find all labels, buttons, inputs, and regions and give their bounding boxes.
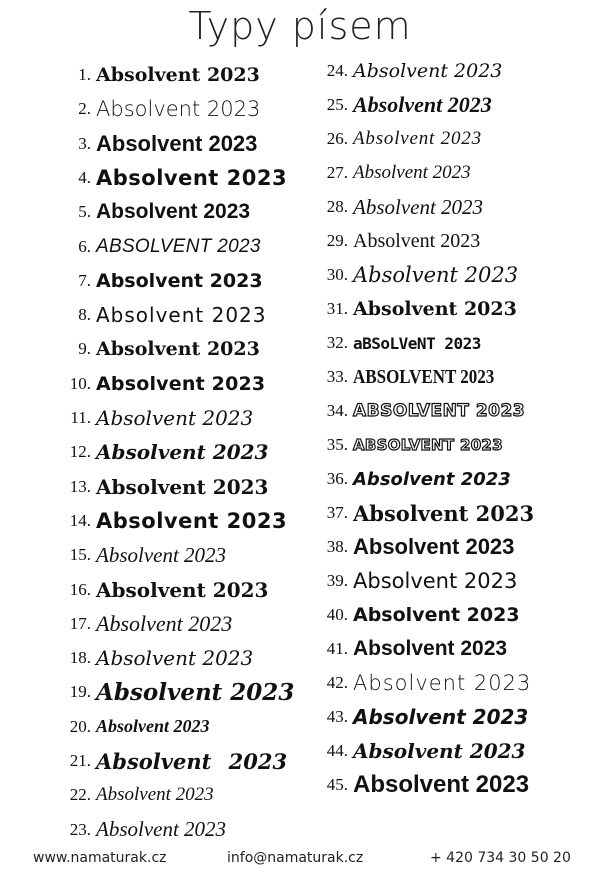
font-sample-row bbox=[0, 264, 263, 298]
font-sample-text: Absolvent 2023 bbox=[96, 440, 269, 465]
font-sample-row bbox=[300, 156, 471, 190]
font-number: 11. bbox=[70, 408, 91, 427]
font-sample-row bbox=[300, 564, 517, 598]
font-sample-row bbox=[300, 190, 483, 224]
font-number: 28. bbox=[326, 197, 348, 216]
font-sample-text: Absolvent 2023 bbox=[96, 678, 295, 706]
font-sample-row bbox=[0, 195, 250, 229]
font-number: 9. bbox=[78, 339, 91, 359]
font-sample-row bbox=[300, 598, 520, 632]
font-sample-row bbox=[0, 813, 226, 847]
font-number: 39. bbox=[326, 571, 348, 590]
font-sample-text: ABSOLVENT 2023 bbox=[353, 401, 526, 421]
font-sample-text: Absolvent 2023 bbox=[96, 474, 269, 499]
font-sample-row bbox=[300, 768, 529, 802]
font-sample-text: Absolvent 2023 bbox=[96, 646, 254, 671]
font-sample-text: Absolvent 2023 bbox=[353, 604, 520, 626]
font-sample-row bbox=[0, 470, 268, 504]
font-sample-row bbox=[300, 428, 503, 462]
font-sample-row bbox=[0, 58, 260, 92]
footer-website[interactable]: www.namaturak.cz bbox=[33, 850, 167, 866]
font-number: 38. bbox=[326, 537, 348, 556]
font-sample-row bbox=[300, 700, 528, 734]
font-sample-row bbox=[0, 298, 267, 332]
font-sample-text: Absolvent 2023 bbox=[353, 739, 526, 763]
font-number: 2. bbox=[78, 99, 91, 119]
font-sample-row bbox=[0, 504, 287, 538]
font-number: 18. bbox=[69, 648, 91, 668]
font-sample-text: Absolvent 2023 bbox=[96, 97, 261, 122]
font-sample-row bbox=[0, 607, 232, 641]
font-sample-row bbox=[300, 122, 482, 156]
font-number: 34. bbox=[326, 401, 348, 420]
font-number: 4. bbox=[78, 167, 91, 187]
font-number: 16. bbox=[69, 579, 91, 599]
font-sample-text: Absolvent 2023 bbox=[353, 92, 492, 117]
font-number: 3. bbox=[78, 133, 91, 153]
font-sample-text: Absolvent 2023 bbox=[353, 263, 519, 287]
font-number: 14. bbox=[69, 510, 91, 530]
font-sample-row bbox=[0, 435, 268, 469]
font-number: 37. bbox=[326, 503, 348, 522]
font-sample-row bbox=[300, 224, 480, 258]
font-number: 36. bbox=[326, 469, 348, 488]
font-sample-row bbox=[0, 92, 260, 126]
font-number: 8. bbox=[78, 305, 91, 325]
font-sample-text: Absolvent 2023 bbox=[96, 406, 254, 430]
font-number: 42. bbox=[326, 673, 348, 692]
font-number: 1. bbox=[78, 65, 91, 84]
font-sample-text: Absolvent 2023 bbox=[96, 748, 288, 774]
font-number: 24. bbox=[326, 61, 348, 80]
font-number: 27. bbox=[326, 163, 348, 182]
font-sample-row bbox=[300, 632, 507, 666]
font-number: 43. bbox=[326, 707, 348, 726]
font-sample-text: Absolvent 2023 bbox=[96, 165, 288, 190]
font-sample-text: Absolvent 2023 bbox=[353, 60, 503, 82]
font-number: 15. bbox=[69, 545, 91, 565]
font-sample-text: ABSOLVENT 2023 bbox=[353, 436, 503, 454]
font-number: 41. bbox=[326, 639, 348, 658]
font-sample-text: Absolvent 2023 bbox=[353, 705, 529, 729]
font-sample-text: Absolvent 2023 bbox=[96, 200, 251, 224]
font-sample-row bbox=[300, 496, 534, 530]
font-sample-text: aBSoLVeNT 2023 bbox=[353, 333, 481, 353]
font-sample-text: Absolvent 2023 bbox=[353, 500, 535, 526]
font-number: 7. bbox=[78, 270, 91, 290]
font-sample-row bbox=[300, 734, 525, 768]
font-sample-row bbox=[300, 88, 492, 122]
font-sample-row bbox=[300, 360, 519, 394]
font-sample-text: Absolvent 2023 bbox=[96, 577, 269, 602]
font-sample-row bbox=[300, 54, 502, 88]
font-sample-text: Absolvent 2023 bbox=[96, 542, 227, 567]
font-sample-row bbox=[300, 326, 481, 360]
font-number: 20. bbox=[69, 716, 91, 736]
font-sample-row bbox=[300, 462, 511, 496]
font-number: 40. bbox=[326, 605, 348, 624]
font-sample-row bbox=[300, 666, 531, 700]
font-number: 30. bbox=[326, 265, 348, 284]
font-sample-text: ABSOLVENT 2023 bbox=[96, 235, 261, 257]
font-number: 5. bbox=[78, 202, 91, 222]
font-sample-text: Absolvent 2023 bbox=[353, 194, 484, 219]
font-sample-row bbox=[0, 230, 261, 264]
font-number: 32. bbox=[326, 333, 348, 352]
font-sample-text: Absolvent 2023 bbox=[353, 298, 517, 320]
font-sample-text: Absolvent 2023 bbox=[96, 338, 260, 361]
font-sample-text: Absolvent 2023 bbox=[96, 610, 233, 636]
font-sample-text: Absolvent 2023 bbox=[96, 269, 263, 292]
font-sample-text: Absolvent 2023 bbox=[96, 817, 227, 842]
font-sample-row bbox=[0, 161, 287, 195]
font-number: 13. bbox=[69, 476, 91, 496]
font-sample-text: ABSOLVENT 2023 bbox=[353, 365, 495, 388]
font-number: 17. bbox=[69, 613, 91, 633]
font-number: 23. bbox=[69, 819, 91, 839]
font-sample-row bbox=[300, 530, 514, 564]
font-sample-row bbox=[0, 641, 253, 675]
font-sample-text: Absolvent 2023 bbox=[353, 162, 471, 183]
font-number: 44. bbox=[326, 741, 348, 760]
font-number: 19. bbox=[69, 682, 91, 702]
font-number: 33. bbox=[326, 367, 348, 386]
font-number: 35. bbox=[326, 435, 348, 454]
font-number: 21. bbox=[69, 751, 91, 770]
font-sample-row bbox=[0, 401, 253, 435]
font-sample-row bbox=[0, 127, 257, 161]
font-number: 25. bbox=[326, 95, 348, 114]
font-number: 6. bbox=[78, 236, 91, 256]
font-sample-text: Absolvent 2023 bbox=[353, 771, 530, 798]
font-sample-row bbox=[0, 710, 210, 744]
font-sample-text: Absolvent 2023 bbox=[353, 671, 532, 695]
font-number: 45. bbox=[326, 775, 348, 794]
font-sample-text: Absolvent 2023 bbox=[96, 303, 267, 328]
font-sample-text: Absolvent 2023 bbox=[96, 372, 266, 395]
font-sample-text: Absolvent 2023 bbox=[353, 468, 511, 490]
font-sample-text: Absolvent 2023 bbox=[353, 534, 515, 559]
font-sample-text: Absolvent 2023 bbox=[96, 508, 288, 533]
font-number: 12. bbox=[69, 442, 91, 462]
footer-email[interactable]: info@namaturak.cz bbox=[227, 850, 364, 866]
font-number: 31. bbox=[326, 299, 348, 318]
font-sample-text: Absolvent 2023 bbox=[353, 229, 481, 252]
font-number: 22. bbox=[69, 785, 91, 805]
font-sample-text: Absolvent 2023 bbox=[353, 128, 482, 149]
font-sample-row bbox=[300, 394, 525, 428]
font-number: 26. bbox=[326, 129, 348, 148]
font-sample-text: Absolvent 2023 bbox=[96, 130, 258, 156]
font-sample-row bbox=[0, 538, 226, 572]
font-sample-row bbox=[300, 258, 518, 292]
font-sample-text: Absolvent 2023 bbox=[353, 569, 518, 593]
font-sample-row bbox=[0, 675, 294, 709]
font-sample-row bbox=[300, 292, 517, 326]
page-title: Typy písem bbox=[188, 4, 412, 48]
font-sample-text: Absolvent 2023 bbox=[96, 784, 214, 806]
font-sample-row bbox=[0, 573, 268, 607]
font-sample-text: Absolvent 2023 bbox=[96, 716, 210, 737]
font-sample-text: Absolvent 2023 bbox=[353, 637, 508, 660]
font-number: 29. bbox=[326, 231, 348, 250]
footer-phone: + 420 734 30 50 20 bbox=[430, 850, 571, 866]
font-sample-row bbox=[0, 744, 287, 778]
font-sample-row bbox=[0, 778, 214, 812]
font-sample-row bbox=[0, 367, 265, 401]
font-sample-text: Absolvent 2023 bbox=[96, 64, 260, 86]
font-sample-row bbox=[0, 332, 260, 366]
font-number: 10. bbox=[69, 373, 91, 393]
